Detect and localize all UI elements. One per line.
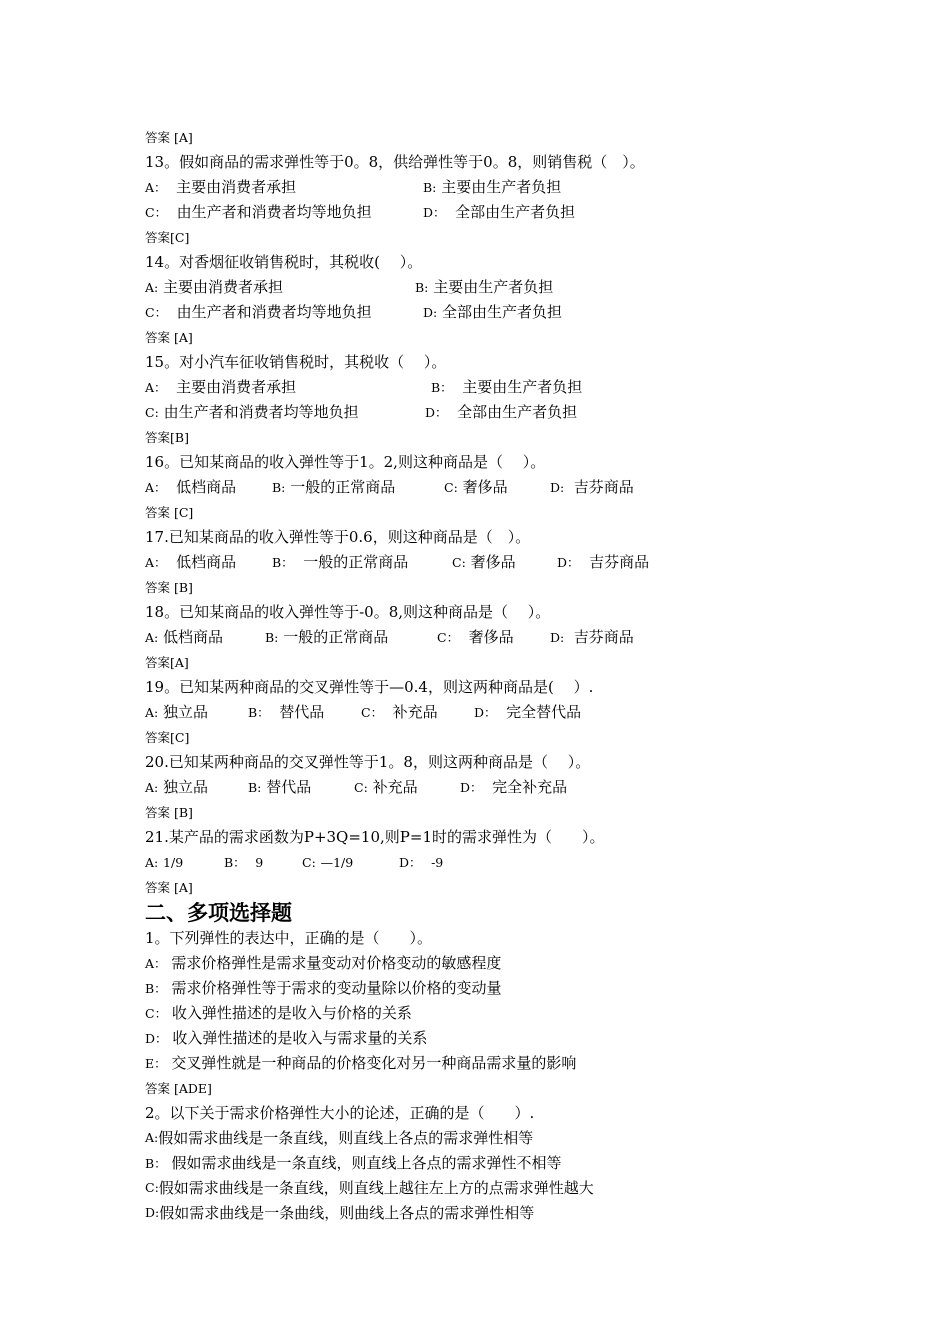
question-16: 16。已知某商品的收入弹性等于1。2,则这种商品是（ ）。 bbox=[145, 453, 546, 471]
option-19-b: B： 替代品 bbox=[248, 703, 325, 721]
option-16-d: D: 吉芬商品 bbox=[550, 478, 634, 496]
section-heading: 二、多项选择题 bbox=[145, 901, 292, 925]
option-18-c: C： 奢侈品 bbox=[437, 628, 514, 646]
multi-option-2-a: A: 假如需求曲线是一条直线，则直线上各点的需求弹性相等 bbox=[145, 1129, 534, 1147]
answer-18: 答案[A] bbox=[145, 654, 189, 670]
multi-option-1-d: D： 收入弹性描述的是收入与需求量的关系 bbox=[145, 1029, 428, 1047]
option-20-b: B: 替代品 bbox=[248, 778, 312, 796]
option-14-c: C： 由生产者和消费者均等地负担 bbox=[145, 303, 372, 321]
options-18 bbox=[145, 624, 845, 649]
options-20 bbox=[145, 774, 845, 799]
options-19 bbox=[145, 699, 845, 724]
question-19: 19。已知某两种商品的交叉弹性等于—0.4，则这两种商品是( ）. bbox=[145, 678, 594, 696]
option-15-b: B： 主要由生产者负担 bbox=[431, 378, 583, 396]
multi-question-2: 2。以下关于需求价格弹性大小的论述，正确的是（ ）. bbox=[145, 1104, 535, 1122]
option-14-b: B: 主要由生产者负担 bbox=[415, 278, 554, 296]
multi-option-1-e: E： 交叉弹性就是一种商品的价格变化对另一种商品需求量的影响 bbox=[145, 1054, 577, 1072]
option-17-b: B： 一般的正常商品 bbox=[272, 553, 409, 571]
options-17 bbox=[145, 549, 845, 574]
multi-option-1-a: A： 需求价格弹性是需求量变动对价格变动的敏感程度 bbox=[145, 954, 502, 972]
option-19-d: D： 完全替代品 bbox=[474, 703, 582, 721]
option-18-a: A: 低档商品 bbox=[145, 628, 224, 646]
question-20: 20.已知某两种商品的交叉弹性等于1。8，则这两种商品是（ ）。 bbox=[145, 753, 591, 771]
multi-option-1-b: B： 需求价格弹性等于需求的变动量除以价格的变动量 bbox=[145, 979, 502, 997]
option-19-a: A: 独立品 bbox=[145, 703, 209, 721]
multi-option-2-c: C: 假如需求曲线是一条直线，则直线上越往左上方的点需求弹性越大 bbox=[145, 1179, 594, 1197]
multi-question-1: 1。下列弹性的表达中，正确的是（ ）。 bbox=[145, 929, 433, 947]
question-13: 13。假如商品的需求弹性等于0。8，供给弹性等于0。8，则销售税（ ）。 bbox=[145, 153, 645, 171]
option-21-a: A: 1/9 bbox=[145, 854, 184, 870]
answer-17: 答案 [B] bbox=[145, 579, 193, 595]
option-15-d: D： 全部由生产者负担 bbox=[425, 403, 578, 421]
option-20-a: A: 独立品 bbox=[145, 778, 209, 796]
answer-13: 答案[C] bbox=[145, 229, 190, 245]
question-18: 18。已知某商品的收入弹性等于-0。8,则这种商品是（ ）。 bbox=[145, 603, 551, 621]
question-17: 17.已知某商品的收入弹性等于0.6，则这种商品是（ ）。 bbox=[145, 528, 531, 546]
document-page bbox=[145, 124, 845, 1225]
option-17-d: D： 吉芬商品 bbox=[557, 553, 650, 571]
answer-14: 答案 [A] bbox=[145, 329, 193, 345]
option-21-b: B： 9 bbox=[224, 854, 264, 870]
answer-19: 答案[C] bbox=[145, 729, 190, 745]
answer-21: 答案 [A] bbox=[145, 879, 193, 895]
option-13-c: C： 由生产者和消费者均等地负担 bbox=[145, 203, 372, 221]
option-14-d: D: 全部由生产者负担 bbox=[423, 303, 563, 321]
option-21-d: D： -9 bbox=[399, 854, 444, 870]
question-15: 15。对小汽车征收销售税时，其税收（ ）。 bbox=[145, 353, 447, 371]
answer-12: 答案 [A] bbox=[145, 129, 193, 145]
multi-answer-1: 答案 [ADE] bbox=[145, 1080, 212, 1096]
option-19-c: C： 补充品 bbox=[361, 703, 438, 721]
options-14-ab bbox=[145, 274, 845, 299]
option-18-b: B: 一般的正常商品 bbox=[265, 628, 389, 646]
option-20-c: C: 补充品 bbox=[354, 778, 418, 796]
multi-option-1-c: C： 收入弹性描述的是收入与价格的关系 bbox=[145, 1004, 412, 1022]
question-21: 21.某产品的需求函数为P+3Q=10,则P=1时的需求弹性为（ ）。 bbox=[145, 828, 605, 846]
option-18-d: D: 吉芬商品 bbox=[550, 628, 634, 646]
multi-option-2-b: B： 假如需求曲线是一条直线，则直线上各点的需求弹性不相等 bbox=[145, 1154, 562, 1172]
option-15-c: C: 由生产者和消费者均等地负担 bbox=[145, 403, 359, 421]
options-14-cd bbox=[145, 299, 845, 324]
option-13-a: A： 主要由消费者承担 bbox=[145, 178, 297, 196]
options-16 bbox=[145, 474, 845, 499]
option-14-a: A: 主要由消费者承担 bbox=[145, 278, 284, 296]
options-13-cd bbox=[145, 199, 845, 224]
option-17-c: C: 奢侈品 bbox=[452, 553, 516, 571]
option-16-a: A： 低档商品 bbox=[145, 478, 237, 496]
options-15-ab bbox=[145, 374, 845, 399]
option-17-a: A： 低档商品 bbox=[145, 553, 237, 571]
multi-option-2-d: D: 假如需求曲线是一条曲线，则曲线上各点的需求弹性相等 bbox=[145, 1204, 535, 1222]
option-21-c: C: —1/9 bbox=[302, 854, 354, 870]
options-15-cd bbox=[145, 399, 845, 424]
options-21 bbox=[145, 849, 845, 874]
option-16-c: C: 奢侈品 bbox=[444, 478, 508, 496]
answer-16: 答案 [C] bbox=[145, 504, 194, 520]
answer-15: 答案[B] bbox=[145, 429, 189, 445]
option-13-d: D： 全部由生产者负担 bbox=[423, 203, 576, 221]
option-15-a: A： 主要由消费者承担 bbox=[145, 378, 297, 396]
option-13-b: B: 主要由生产者负担 bbox=[423, 178, 562, 196]
option-20-d: D： 完全补充品 bbox=[460, 778, 568, 796]
option-16-b: B: 一般的正常商品 bbox=[272, 478, 396, 496]
options-13-ab bbox=[145, 174, 845, 199]
answer-20: 答案 [B] bbox=[145, 804, 193, 820]
question-14: 14。对香烟征收销售税时，其税收( ）。 bbox=[145, 253, 423, 271]
